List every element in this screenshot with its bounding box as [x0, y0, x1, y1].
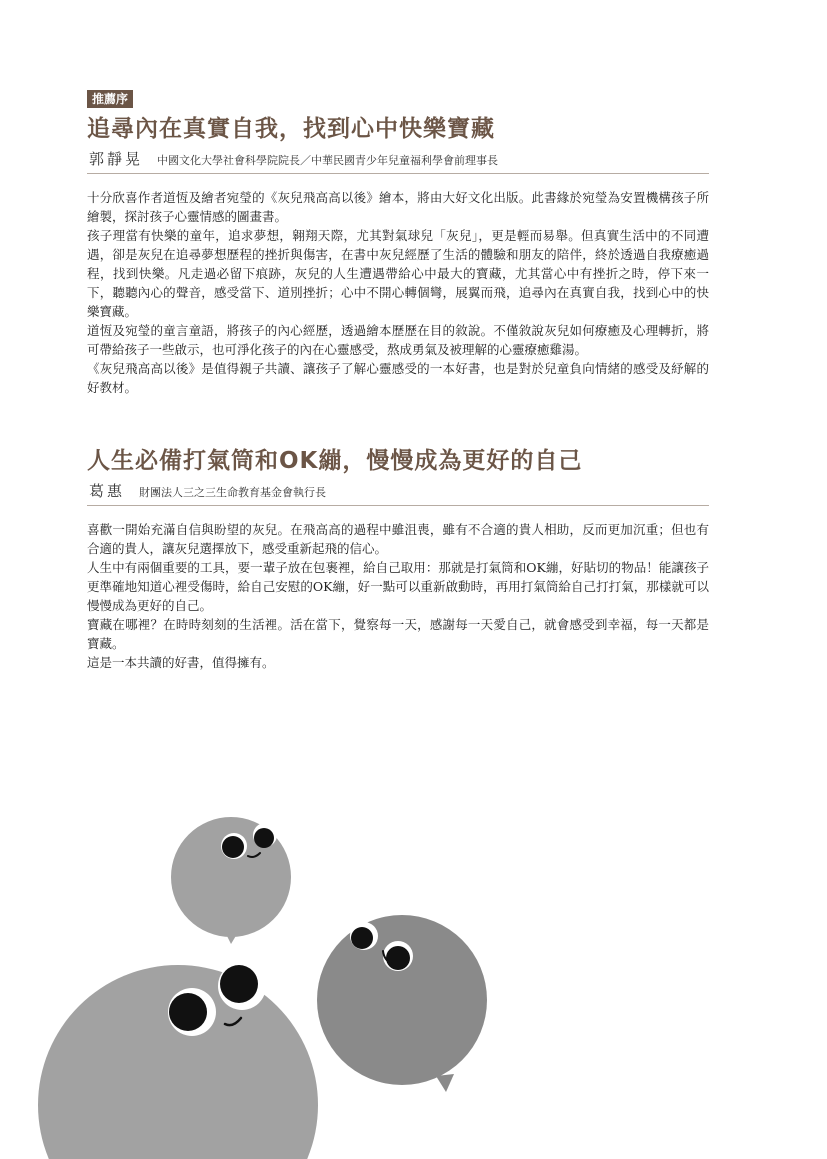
author-name: 葛惠: [89, 482, 126, 500]
paragraph: 喜歡一開始充滿自信與盼望的灰兒。在飛高高的過程中雖沮喪，雖有不合適的貴人相助，反而更加沉重；但也有合適的貴人，讓灰兒選擇放下，感受重新起飛的信心。: [87, 522, 709, 556]
paragraph: 《灰兒飛高高以後》是值得親子共讀、讓孩子了解心靈感受的一本好書，也是對於兒童負向情緒的感受及紓解的好教材。: [87, 361, 709, 395]
section-body: [87, 520, 709, 672]
balloon-small-icon: [171, 817, 291, 944]
author-name: 郭靜晃: [89, 150, 144, 168]
paragraph: 人生中有兩個重要的工具，要一輩子放在包裹裡，給自己取用：那就是打氣筒和OK繃，好貼切的物品！能讓孩子更準確地知道心裡受傷時，給自己安慰的OK繃，好一點可以重新啟動時，再用打氣筒給自己打打氣，那樣就可以慢慢成為更好的自己。: [87, 560, 709, 613]
byline: [87, 144, 709, 174]
preface-badge: 推薦序: [87, 90, 133, 108]
recommendation-section-1: [87, 114, 709, 397]
balloon-illustration: [0, 780, 827, 1159]
balloon-large-icon: [38, 962, 318, 1159]
section-title: 追尋內在真實自我，找到心中快樂寶藏: [87, 116, 495, 142]
section-title: 人生必備打氣筒和OK繃，慢慢成為更好的自己: [87, 448, 583, 474]
paragraph: 這是一本共讀的好書，值得擁有。: [87, 655, 275, 670]
author-role: 中國文化大學社會科學院院長／中華民國青少年兒童福利學會前理事長: [157, 154, 499, 167]
paragraph: 孩子理當有快樂的童年，追求夢想，翱翔天際，尤其對氣球兒「灰兒」，更是輕而易舉。但真實生活中的不同遭遇，卻是灰兒在追尋夢想歷程的挫折與傷害，在書中灰兒經歷了生活的體驗和朋友的陪伴，終於透過自我療癒過程，找到快樂。凡走過必留下痕跡，灰兒的人生遭遇帶給心中最大的寶藏，尤其當心中有挫折之時，停下來一下，聽聽內心的聲音，感受當下、道別挫折；心中不開心轉個彎，展翼而飛，追尋內在真實自我，找到心中的快樂寶藏。: [87, 228, 709, 319]
section-body: [87, 188, 709, 397]
author-role: 財團法人三之三生命教育基金會執行長: [139, 486, 327, 499]
byline: [87, 476, 709, 506]
balloon-right-icon: [317, 915, 487, 1092]
paragraph: 十分欣喜作者道恆及繪者宛瑩的《灰兒飛高高以後》繪本，將由大好文化出版。此書緣於宛瑩為安置機構孩子所繪製，探討孩子心靈情感的圖畫書。: [87, 190, 709, 224]
recommendation-section-2: [87, 446, 709, 672]
paragraph: 道恆及宛瑩的童言童語，將孩子的內心經歷，透過繪本歷歷在目的敘說。不僅敘說灰兒如何療癒及心理轉折，將可帶給孩子一些啟示，也可淨化孩子的內在心靈感受，熬成勇氣及被理解的心靈療癒雞湯。: [87, 323, 709, 357]
paragraph: 寶藏在哪裡？在時時刻刻的生活裡。活在當下，覺察每一天，感謝每一天愛自己，就會感受到幸福，每一天都是寶藏。: [87, 617, 709, 651]
